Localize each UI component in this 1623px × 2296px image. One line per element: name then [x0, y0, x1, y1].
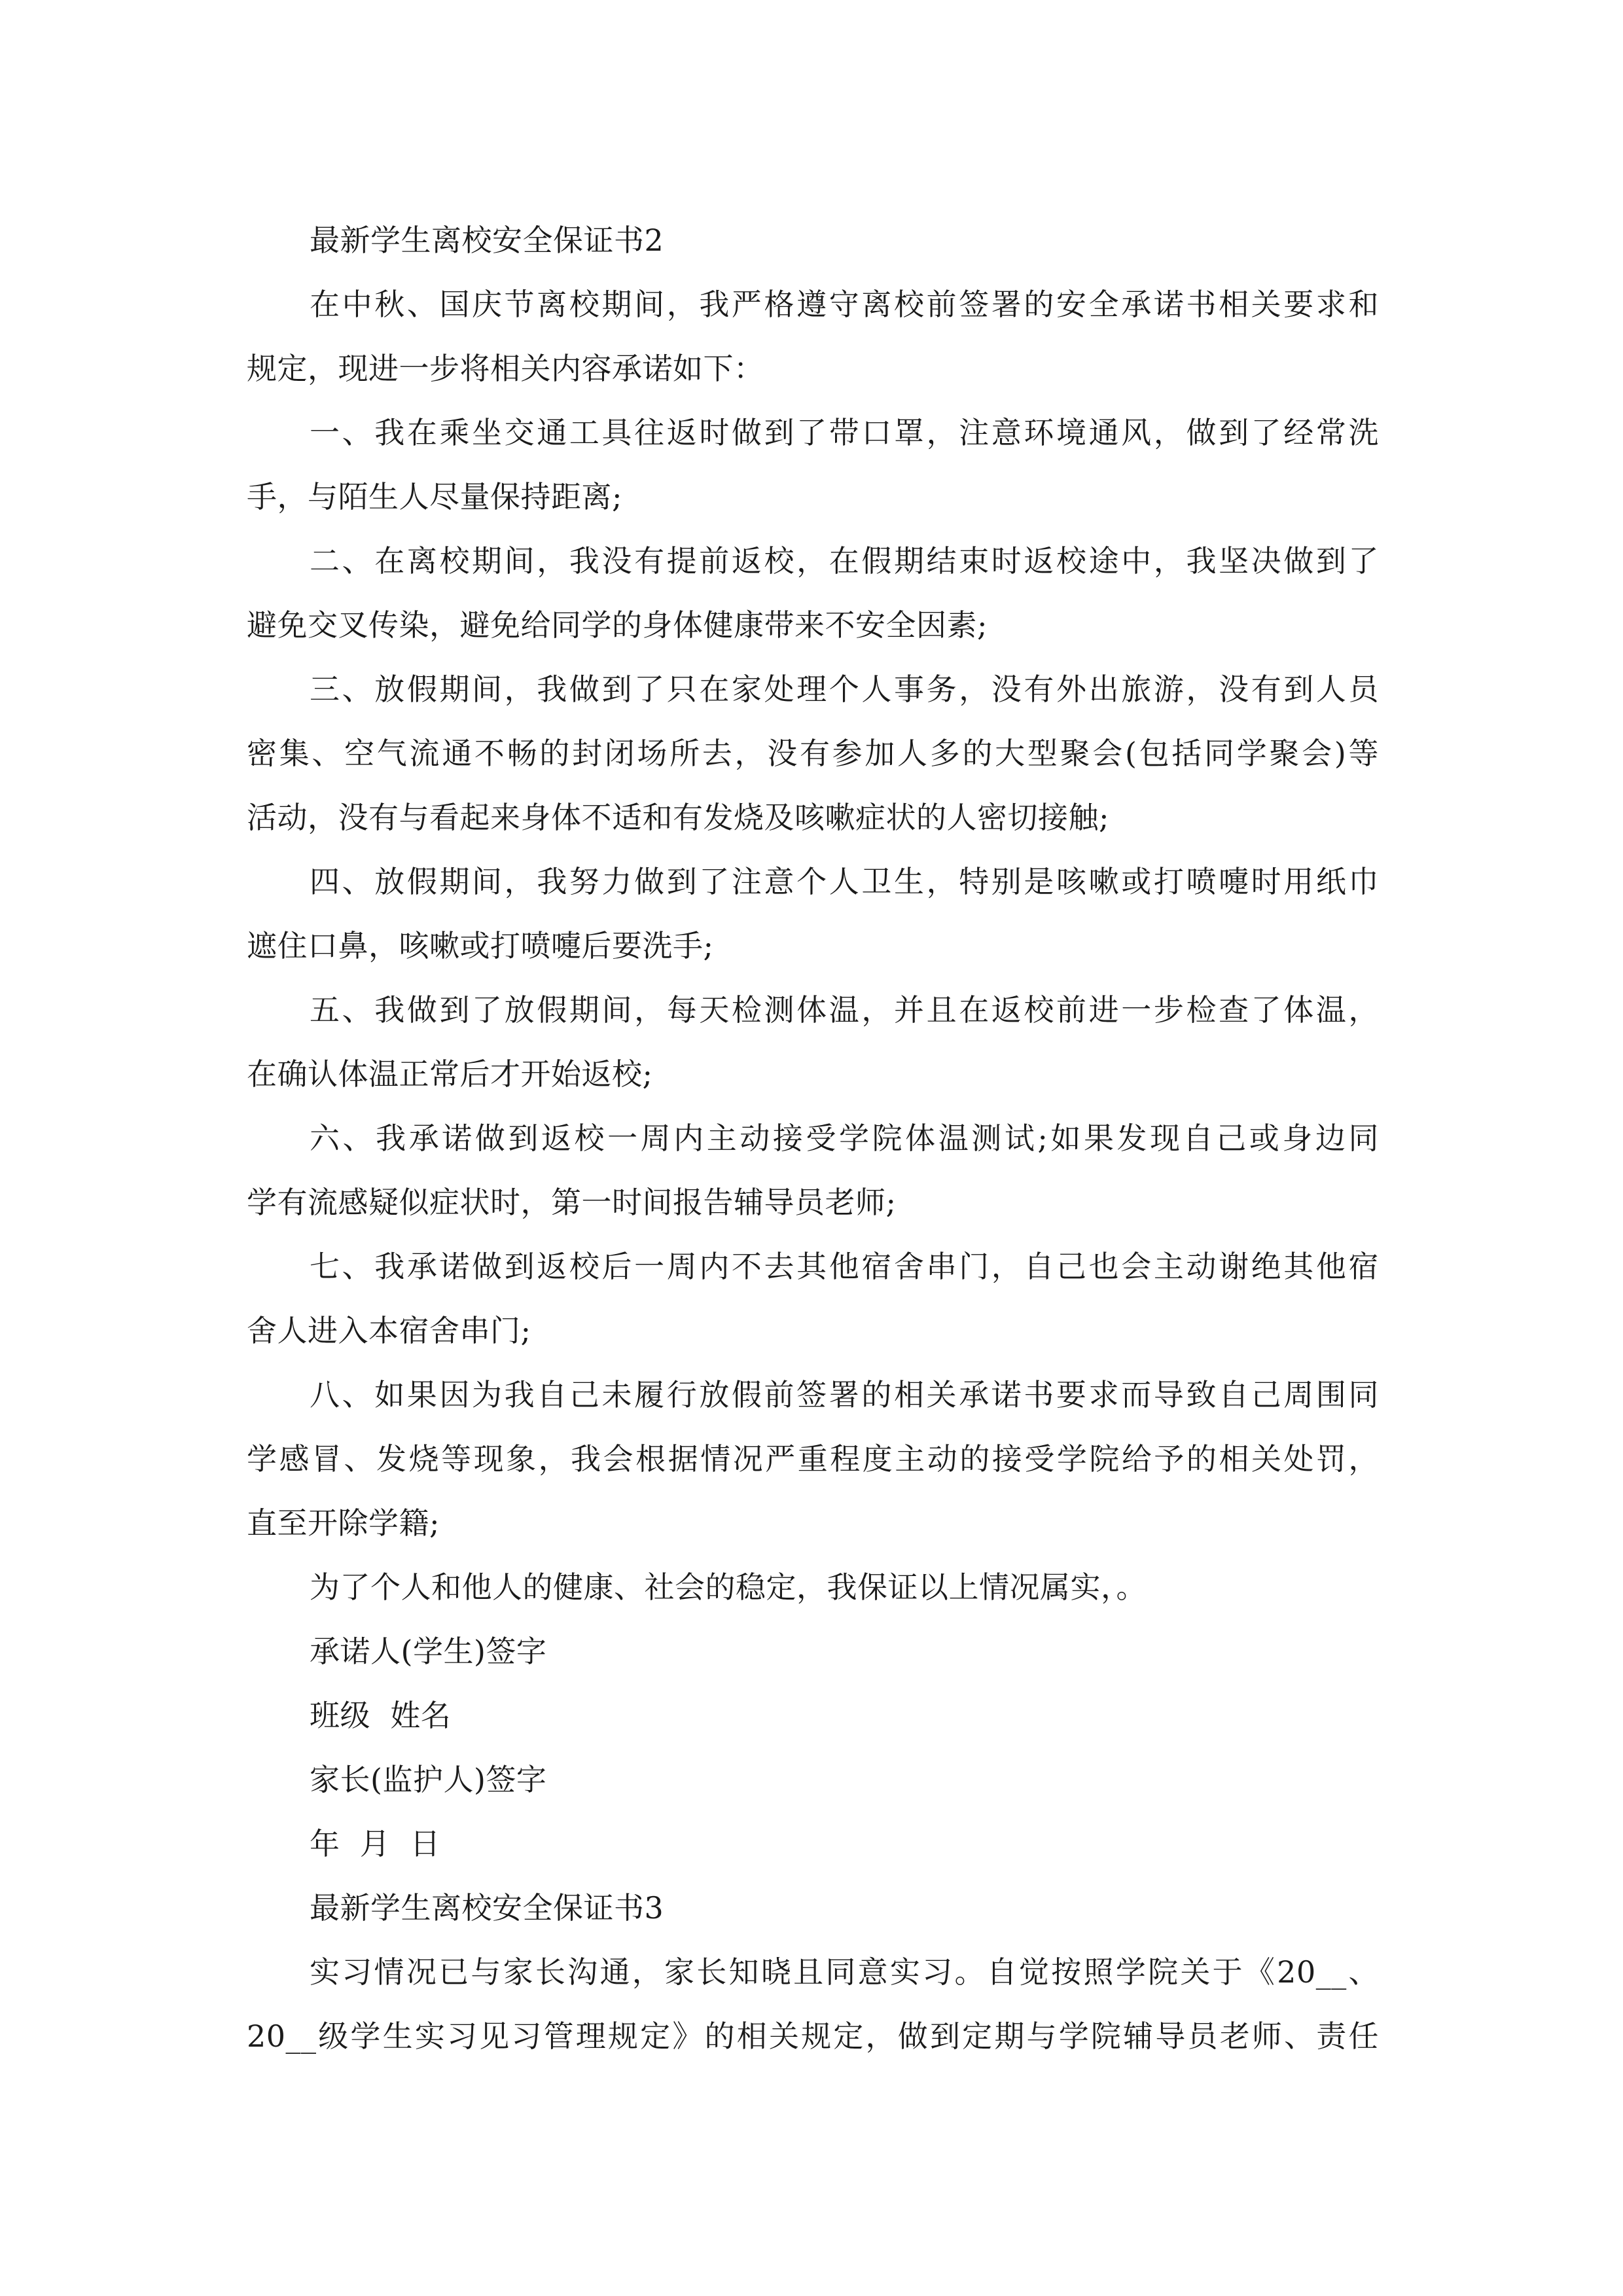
paragraph-line: 实习情况已与家长沟通，家长知晓且同意实习。自觉按照学院关于《20__、 — [310, 1954, 1379, 1990]
paragraph-line: 在确认体温正常后才开始返校; — [247, 1056, 653, 1092]
commitment-item-5 — [247, 978, 1379, 1106]
paragraph-line: 四、放假期间，我努力做到了注意个人卫生，特别是咳嗽或打喷嚏时用纸巾 — [310, 864, 1379, 899]
commitment-item-7 — [247, 1234, 1379, 1363]
paragraph-line: 密集、空气流通不畅的封闭场所去，没有参加人多的大型聚会(包括同学聚会)等 — [247, 736, 1379, 771]
paragraph-line: 六、我承诺做到返校一周内主动接受学院体温测试;如果发现自己或身边同 — [310, 1121, 1379, 1156]
paragraph-line: 20__级学生实习见习管理规定》的相关规定，做到定期与学院辅导员老师、责任 — [247, 2018, 1379, 2054]
closing-statement: 为了个人和他人的健康、社会的稳定，我保证以上情况属实，。 — [310, 1570, 1147, 1605]
paragraph-line: 手，与陌生人尽量保持距离; — [247, 479, 622, 514]
signature-parent-label: 家长(监护人)签字 — [310, 1762, 547, 1797]
paragraph-line: 五、我做到了放假期间，每天检测体温，并且在返校前进一步检查了体温， — [310, 992, 1379, 1028]
commitment-item-4 — [247, 850, 1379, 978]
signature-student-label: 承诺人(学生)签字 — [310, 1634, 547, 1669]
paragraph-line: 遮住口鼻，咳嗽或打喷嚏后要洗手; — [247, 928, 714, 963]
paragraph-line: 活动，没有与看起来身体不适和有发烧及咳嗽症状的人密切接触; — [247, 800, 1109, 835]
class-name-label: 班级 姓名 — [310, 1698, 452, 1733]
date-label: 年 月 日 — [310, 1826, 440, 1861]
paragraph-line: 二、在离校期间，我没有提前返校，在假期结束时返校途中，我坚决做到了 — [310, 543, 1379, 579]
paragraph-line: 舍人进入本宿舍串门; — [247, 1313, 531, 1348]
paragraph-line: 规定，现进一步将相关内容承诺如下： — [247, 351, 764, 386]
commitment-item-8 — [247, 1363, 1379, 1555]
commitment-item-2 — [247, 529, 1379, 657]
paragraph-line: 八、如果因为我自己未履行放假前签署的相关承诺书要求而导致自己周围同 — [310, 1377, 1379, 1412]
paragraph-line: 学有流感疑似症状时，第一时间报告辅导员老师; — [247, 1185, 897, 1220]
paragraph-line: 避免交叉传染，避免给同学的身体健康带来不安全因素; — [247, 607, 988, 643]
paragraph-line: 三、放假期间，我做到了只在家处理个人事务，没有外出旅游，没有到人员 — [310, 672, 1379, 707]
section-3-title: 最新学生离校安全保证书3 — [310, 1890, 664, 1926]
paragraph-line: 学感冒、发烧等现象，我会根据情况严重程度主动的接受学院给予的相关处罚， — [247, 1441, 1379, 1477]
paragraph-line: 七、我承诺做到返校后一周内不去其他宿舍串门，自己也会主动谢绝其他宿 — [310, 1249, 1379, 1284]
paragraph-line: 一、我在乘坐交通工具往返时做到了带口罩，注意环境通风，做到了经常洗 — [310, 415, 1379, 450]
commitment-item-1 — [247, 401, 1379, 529]
paragraph-line: 在中秋、国庆节离校期间，我严格遵守离校前签署的安全承诺书相关要求和 — [310, 287, 1379, 322]
commitment-item-3 — [247, 657, 1379, 850]
section-3-intro — [247, 1940, 1379, 2068]
document-body — [247, 208, 1379, 2068]
section-2-title: 最新学生离校安全保证书2 — [310, 223, 664, 258]
commitment-item-6 — [247, 1106, 1379, 1234]
paragraph-line: 直至开除学籍; — [247, 1505, 440, 1541]
section-2-intro — [247, 272, 1379, 401]
